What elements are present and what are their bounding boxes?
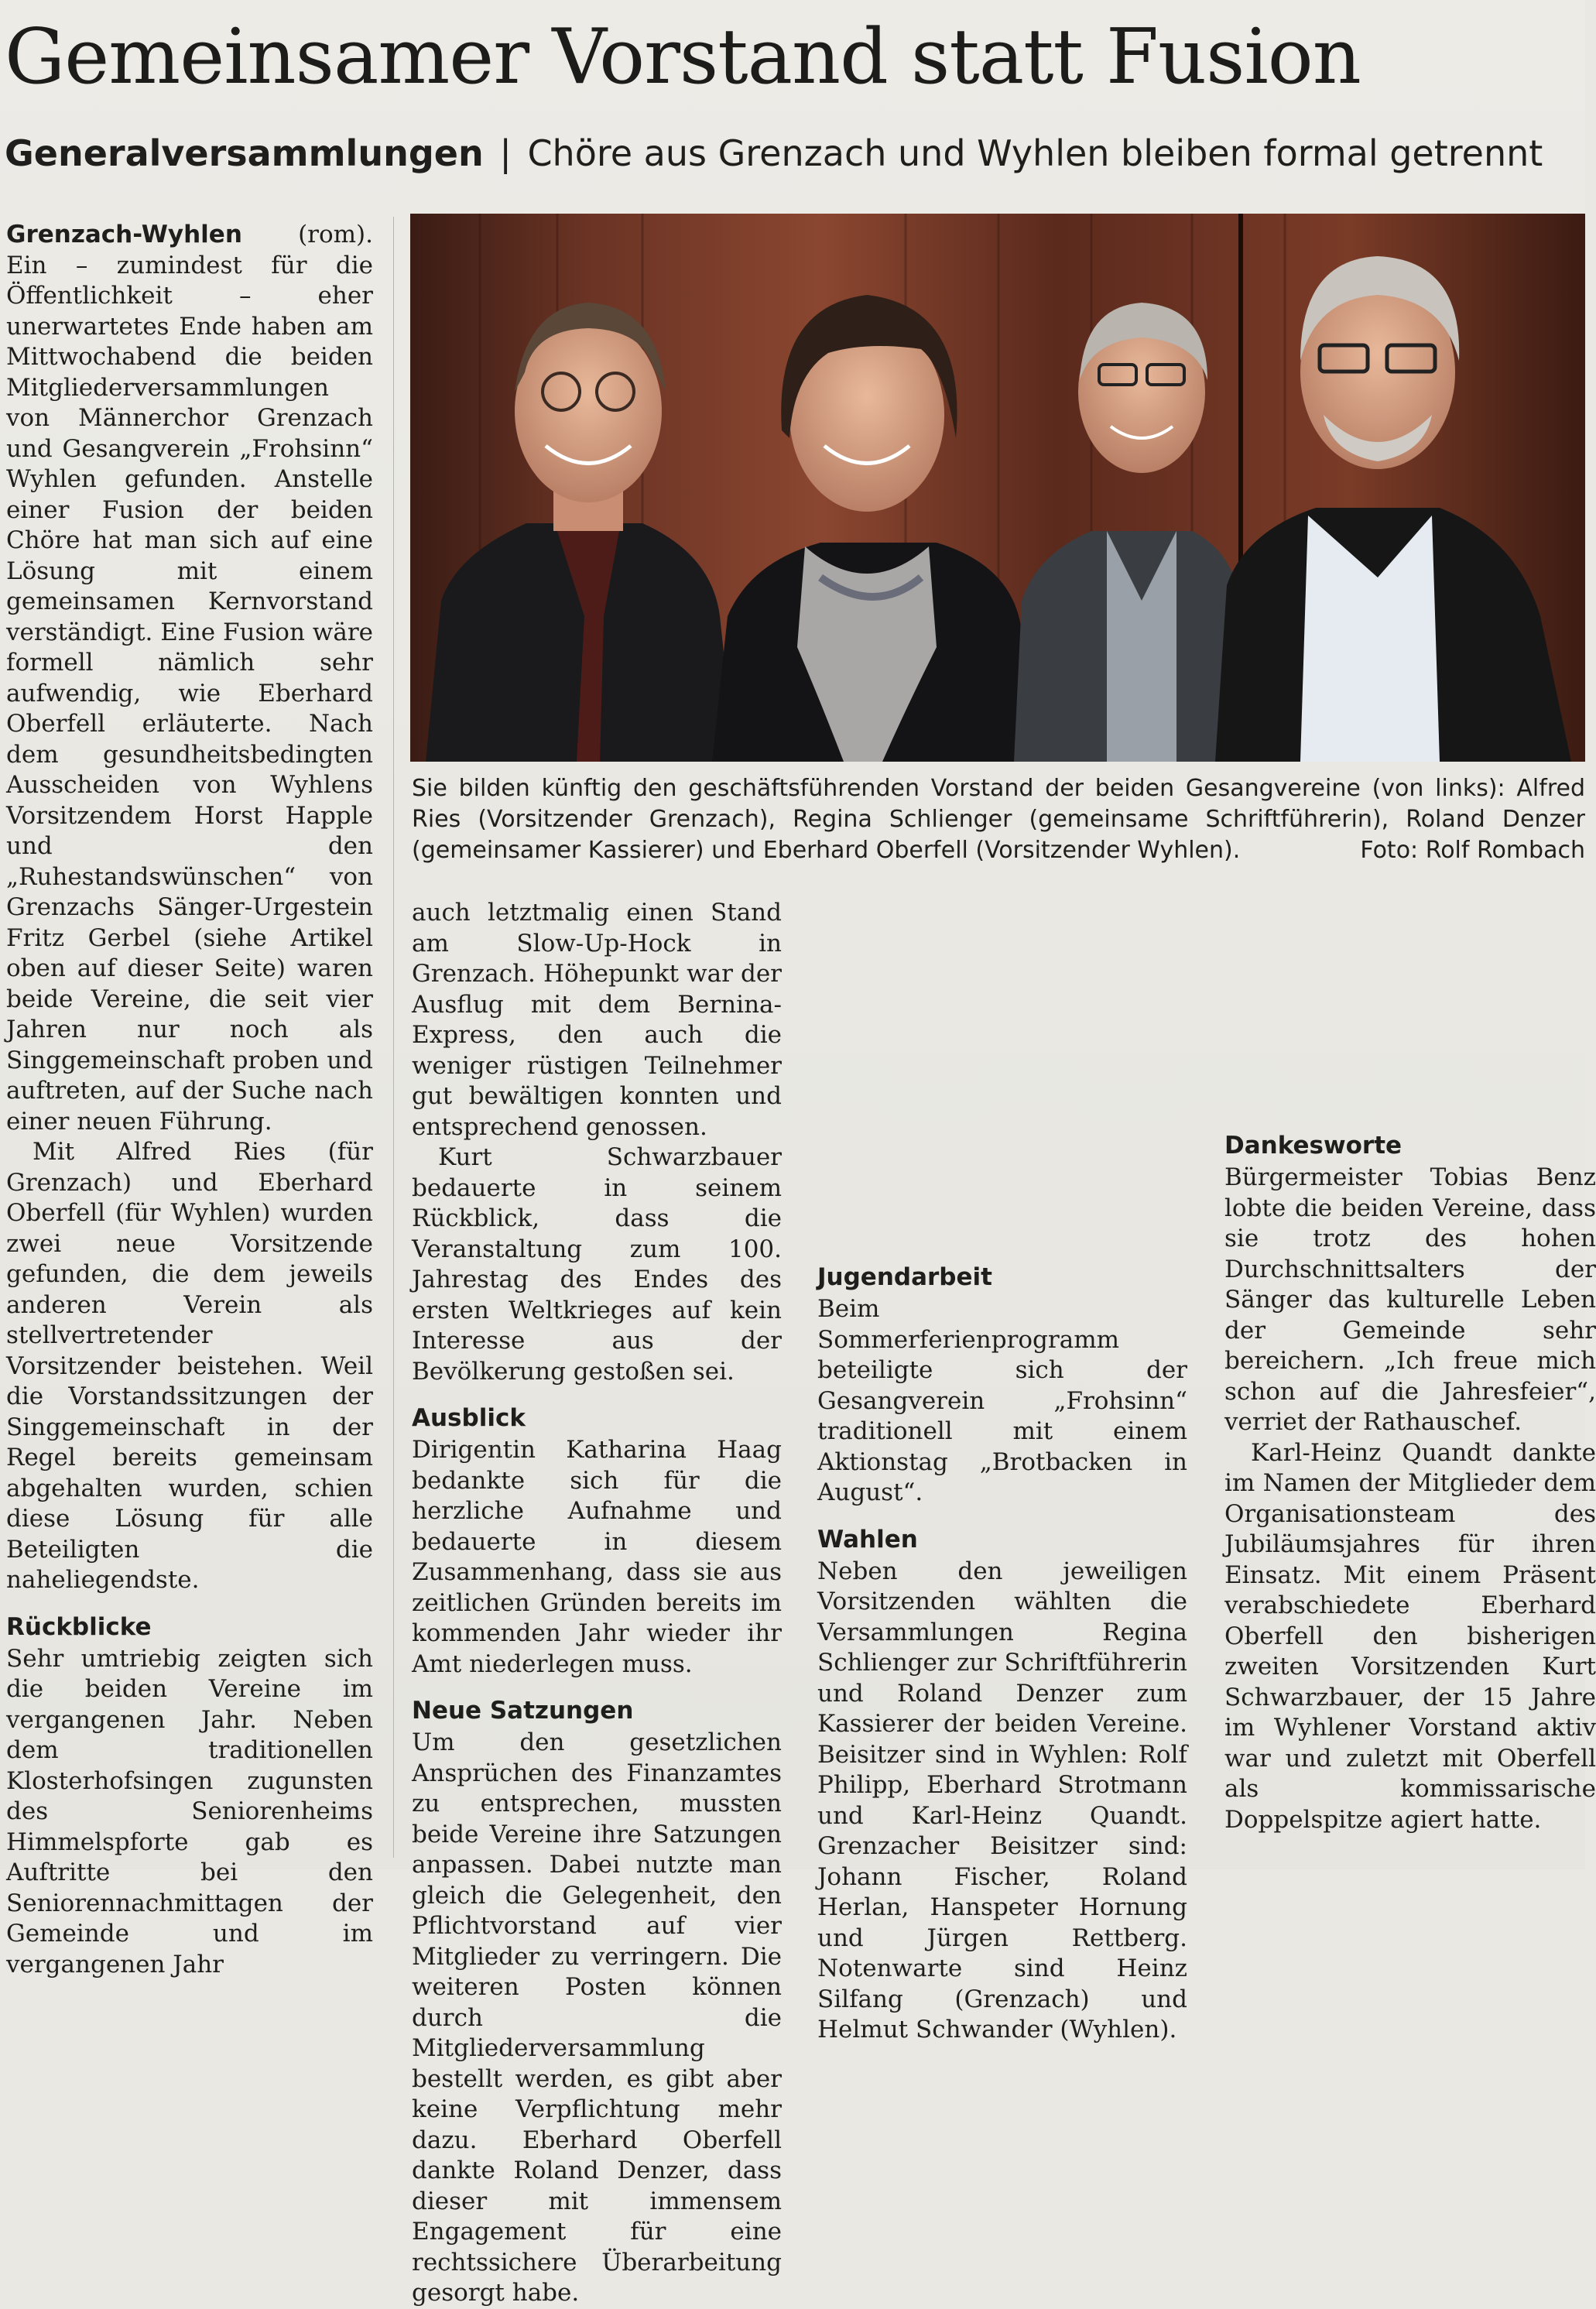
paragraph: Kurt Schwarzbauer bedauerte in seinem Rückblick, dass die Veranstaltung zum 100. Jahrestag des Endes des ersten Weltkrieges auf kein Interesse aus der Bevölkerung gestoßen sei. <box>412 1143 782 1386</box>
paragraph: Mit Alfred Ries (für Grenzach) und Eberhard Oberfell (für Wyhlen) wurden zwei neue Vorsitzende gefunden, die dem jeweils anderen Verein als stellvertretender Vorsitzender beistehen. Weil die Vorstandssitzungen der Singgemeinschaft in der Regel bereits gemeinsam abgehalten wurden, schien diese Lösung für alle Beteiligten die naheliegendste. <box>6 1138 373 1594</box>
paragraph: Beim Sommerferienprogramm beteiligte sich der Gesangverein „Frohsinn“ traditionell mit einem Aktionstag „Brotbacken in August“. <box>817 1295 1187 1506</box>
subheading-ausblick: Ausblick <box>412 1404 526 1432</box>
paragraph-intro <box>6 220 373 1137</box>
column-divider <box>393 217 394 1858</box>
subheading-jugendarbeit: Jugendarbeit <box>817 1263 992 1291</box>
subheading-wahlen: Wahlen <box>817 1525 918 1554</box>
paragraph: Bürgermeister Tobias Benz lobte die beiden Vereine, dass sie trotz des hohen Durchschnittsalters der Sänger das kulturelle Leben der Gemeinde sehr bereichern. „Ich freue mich schon auf die Jahresfeier“, verriet der Rathauschef. <box>1224 1163 1596 1436</box>
subheading-neue-satzungen: Neue Satzungen <box>412 1697 634 1725</box>
dateline: Grenzach-Wyhlen <box>6 221 242 248</box>
paragraph: Dirigentin Katharina Haag bedankte sich für die herzliche Aufnahme und bedauerte in diesem Zusammenhang, dass sie aus zeitlichen Gründen bereits im kommenden Jahr wieder ihr Amt niederlegen muss. <box>412 1436 782 1678</box>
subhead-kicker: Generalversammlungen <box>5 132 484 174</box>
paragraph-wahlen: Neben den jeweiligen Vorsitzenden wählten die Versammlungen Regina Schlienger zur Schriftführerin und Roland Denzer zum Kassierer der beiden Vereine. Beisitzer sind in Wyhlen: Rolf Philipp, Eberhard Strotmann und Karl-Heinz Quandt. Grenzacher Beisitzer sind: Johann Fischer, Roland Herlan, Hanspeter Hornung und Jürgen Rettberg. Notenwarte sind Heinz Silfang (Grenzach) und Helmut Schwander (Wyhlen). <box>817 1557 1187 2043</box>
paragraph-satzungen: Um den gesetzlichen Ansprüchen des Finanzamtes zu entsprechen, mussten beide Vereine ihre Satzungen anpassen. Dabei nutzte man gleich die Gelegenheit, den Pflichtvorstand auf vier Mitglieder zu verringern. Die weiteren Posten können durch die Mitgliederversammlung bestellt werden, es gibt aber keine Verpflichtung mehr dazu. Eberhard Oberfell dankte Roland Denzer, dass dieser mit immensem Engagement für eine rechtssichere Überarbeitung gesorgt habe. <box>412 1728 782 2307</box>
group-photo <box>410 214 1585 762</box>
headline: Gemeinsamer Vorstand statt Fusion <box>5 13 1361 101</box>
paragraph: auch letztmalig einen Stand am Slow-Up-Hock in Grenzach. Höhepunkt war der Ausflug mit dem Bernina-Express, den auch die weniger rüstigen Teilnehmer gut bewältigen konnten und entsprechend genossen. <box>412 899 782 1141</box>
paragraph: Sehr umtriebig zeigten sich die beiden Vereine im vergangenen Jahr. Neben dem traditionellen Klosterhofsingen zugunsten des Seniorenheims Himmelspforte gab es Auftritte bei den Seniorennachmittagen der Gemeinde und im vergangenen Jahr <box>6 1644 373 1978</box>
article-column-2 <box>412 898 782 2307</box>
photo-credit: Foto: Rolf Rombach <box>1360 837 1585 864</box>
article-column-1 <box>6 220 373 1980</box>
subheading-rueckblicke: Rückblicke <box>6 1612 152 1641</box>
subheadline <box>5 130 1585 176</box>
paragraph: Karl-Heinz Quandt dankte im Namen der Mitglieder dem Organisationsteam des Jubiläumsjahres für ihren Einsatz. Mit einem Präsent verabschiedete Eberhard Oberfell den bisherigen zweiten Vorsitzenden Kurt Schwarzbauer, der 15 Jahre im Wyhlener Vorstand aktiv war und zuletzt mit Oberfell als kommissarische Doppelspitze agiert hatte. <box>1224 1438 1596 1834</box>
article-column-3 <box>817 898 1187 2043</box>
subhead-text: Chöre aus Grenzach und Wyhlen bleiben formal getrennt <box>527 132 1543 174</box>
subheading-dankesworte: Dankesworte <box>1224 1132 1402 1160</box>
subhead-separator: | <box>499 132 512 174</box>
photo-caption <box>412 773 1585 866</box>
caption-text: Sie bilden künftig den geschäftsführenden Vorstand der beiden Gesangvereine (von links): Alfred Ries (Vorsitzender Grenzach), Regina Schlienger (gemeinsame Schriftführerin), Roland Denzer (gemeinsamer Kassierer) und Eberhard Oberfell (Vorsitzender Wyhlen). <box>412 775 1585 864</box>
article-column-4 <box>1224 898 1596 1858</box>
intro-text: (rom). Ein – zumindest für die Öffentlichkeit – eher unerwartetes Ende haben am Mittwochabend die beiden Mitgliederversammlungen von Männerchor Grenzach und Gesangverein „Frohsinn“ Wyhlen gefunden. Anstelle einer Fusion der beiden Chöre hat man sich auf eine Lösung mit einem gemeinsamen Kernvorstand verständigt. Eine Fusion wäre formell nämlich sehr aufwendig, wie Eberhard Oberfell erläuterte. Nach dem gesundheitsbedingten Ausscheiden von Wyhlens Vorsitzendem Horst Happle und den „Ruhestandswünschen“ von Grenzachs Sänger-Urgestein Fritz Gerbel (siehe Artikel oben auf dieser Seite) waren beide Vereine, die seit vier Jahren nur noch als Singgemeinschaft proben und auftreten, auf der Suche nach einer neuen Führung. <box>6 221 373 1136</box>
